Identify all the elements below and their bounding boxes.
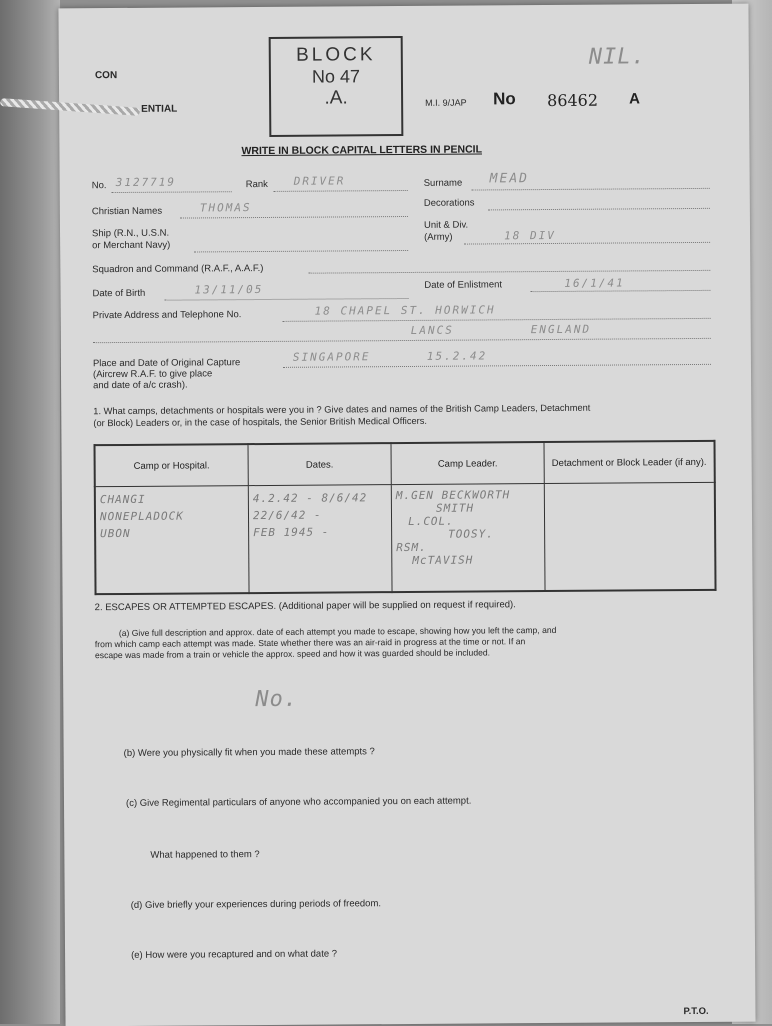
leader-entry: McTAVISH <box>412 553 474 567</box>
squadron-label: Squadron and Command (R.A.F., A.A.F.) <box>92 262 264 276</box>
ship-label-2: or Merchant Navy) <box>92 239 171 252</box>
no-label: No. <box>91 180 107 192</box>
enlistment-label: Date of Enlistment <box>424 279 503 291</box>
stamp-line-1: BLOCK <box>295 44 376 66</box>
question-1-line-1: 1. What camps, detachments or hospitals were you in ? Give dates and names of the British Camp Leaders, Detachment <box>93 402 591 417</box>
date-entry: FEB 1945 - <box>253 525 330 540</box>
dates-cell <box>248 485 392 593</box>
date-entry: 4.2.42 - 8/6/42 <box>252 491 368 506</box>
question-2c: (c) Give Regimental particulars of anyone who accompanied you on each attempt. <box>125 795 472 809</box>
decorations-label: Decorations <box>423 197 475 209</box>
ship-label-1: Ship (R.N., U.S.N. <box>91 227 170 240</box>
leader-cell <box>391 484 545 593</box>
header-camp: Camp or Hospital. <box>95 444 249 487</box>
serial-suffix: A <box>629 90 641 108</box>
table-row <box>95 482 716 594</box>
header-camp-leader: Camp Leader. <box>391 442 544 485</box>
capture-place: SINGAPORE <box>292 350 371 364</box>
question-2b: (b) Were you physically fit when you made these attempts ? <box>123 746 375 759</box>
stamp-line-2: No 47 <box>311 66 361 87</box>
instruction-heading: WRITE IN BLOCK CAPITAL LETTERS IN PENCIL <box>241 143 483 158</box>
camp-cell <box>95 486 249 595</box>
number-label: No <box>493 89 516 109</box>
detachment-cell <box>544 482 715 591</box>
leader-entry: TOOSY. <box>448 527 494 541</box>
rank-value: DRIVER <box>293 174 346 188</box>
leader-entry: M.GEN BECKWORTH <box>395 488 511 503</box>
nil-annotation: NIL. <box>588 44 646 70</box>
camp-entry: UBON <box>100 526 131 541</box>
binder-left <box>0 0 60 1024</box>
question-2d: (d) Give briefly your experiences during periods of freedom. <box>130 898 382 911</box>
block-stamp <box>269 36 404 137</box>
pto-label: P.T.O. <box>683 1005 709 1018</box>
address-value-1: 18 CHAPEL ST. HORWICH <box>314 303 496 318</box>
no-value: 3127719 <box>115 175 177 190</box>
form-code: M.I. 9/JAP <box>425 97 467 108</box>
unit-value: 18 DIV <box>504 228 556 243</box>
leader-entry: RSM. <box>396 540 427 555</box>
capture-label-1: Place and Date of Original Capture <box>92 357 241 370</box>
question-2c-sub: What happened to them ? <box>150 849 260 861</box>
date-entry: 22/6/42 - <box>252 508 322 523</box>
table-header-row <box>95 441 715 487</box>
address-value-2: LANCS <box>410 323 454 337</box>
question-2-heading: 2. ESCAPES OR ATTEMPTED ESCAPES. (Additional paper will be supplied on request if required). <box>94 599 516 614</box>
address-label: Private Address and Telephone No. <box>92 309 242 322</box>
confidential-top: CON <box>94 70 118 82</box>
confidential-bottom: ENTIAL <box>141 103 178 115</box>
question-2a-line-3: escape was made from a train or vehicle the approx. speed and how it was guarded should be included. <box>94 647 491 661</box>
rank-label: Rank <box>245 178 268 191</box>
form-sheet <box>58 4 755 1026</box>
enlistment-value: 16/1/41 <box>564 276 625 290</box>
question-1-line-2: (or Block) Leaders or, in the case of hospitals, the Senior British Medical Officers. <box>93 415 428 429</box>
dob-value: 13/11/05 <box>194 282 264 297</box>
header-detachment-leader: Detachment or Block Leader (if any). <box>544 441 715 484</box>
christian-names-label: Christian Names <box>91 205 163 218</box>
question-2a-line-2: from which camp each attempt was made. State whether there was an air-raid in progress at the time or not. If an <box>94 636 526 650</box>
capture-label-2: (Aircrew R.A.F. to give place <box>92 368 213 381</box>
unit-label-2: (Army) <box>424 231 453 243</box>
answer-2a: No. <box>255 686 299 713</box>
dob-label: Date of Birth <box>92 287 146 300</box>
camp-entry: NONEPLADOCK <box>99 509 184 524</box>
question-2a-line-1: (a) Give full description and approx. date of each attempt you made to escape, showing how you left the camp, and <box>118 624 557 639</box>
address-value-3: ENGLAND <box>530 322 592 337</box>
unit-label-1: Unit & Div. <box>423 219 469 231</box>
capture-label-3: and date of a/c crash). <box>93 379 188 392</box>
camp-entry: CHANGI <box>99 492 146 507</box>
stamp-line-3: .A. <box>324 87 348 109</box>
leader-entry: L.COL. <box>407 514 454 528</box>
capture-date: 15.2.42 <box>426 349 488 363</box>
christian-names-value: THOMAS <box>199 201 252 215</box>
surname-label: Surname <box>423 177 463 189</box>
surname-value: MEAD <box>489 171 530 187</box>
question-2e: (e) How were you recaptured and on what date ? <box>131 948 338 961</box>
serial-number: 86462 <box>547 90 599 111</box>
header-dates: Dates. <box>248 443 391 485</box>
leader-entry: SMITH <box>435 501 475 515</box>
camps-table <box>93 440 716 595</box>
